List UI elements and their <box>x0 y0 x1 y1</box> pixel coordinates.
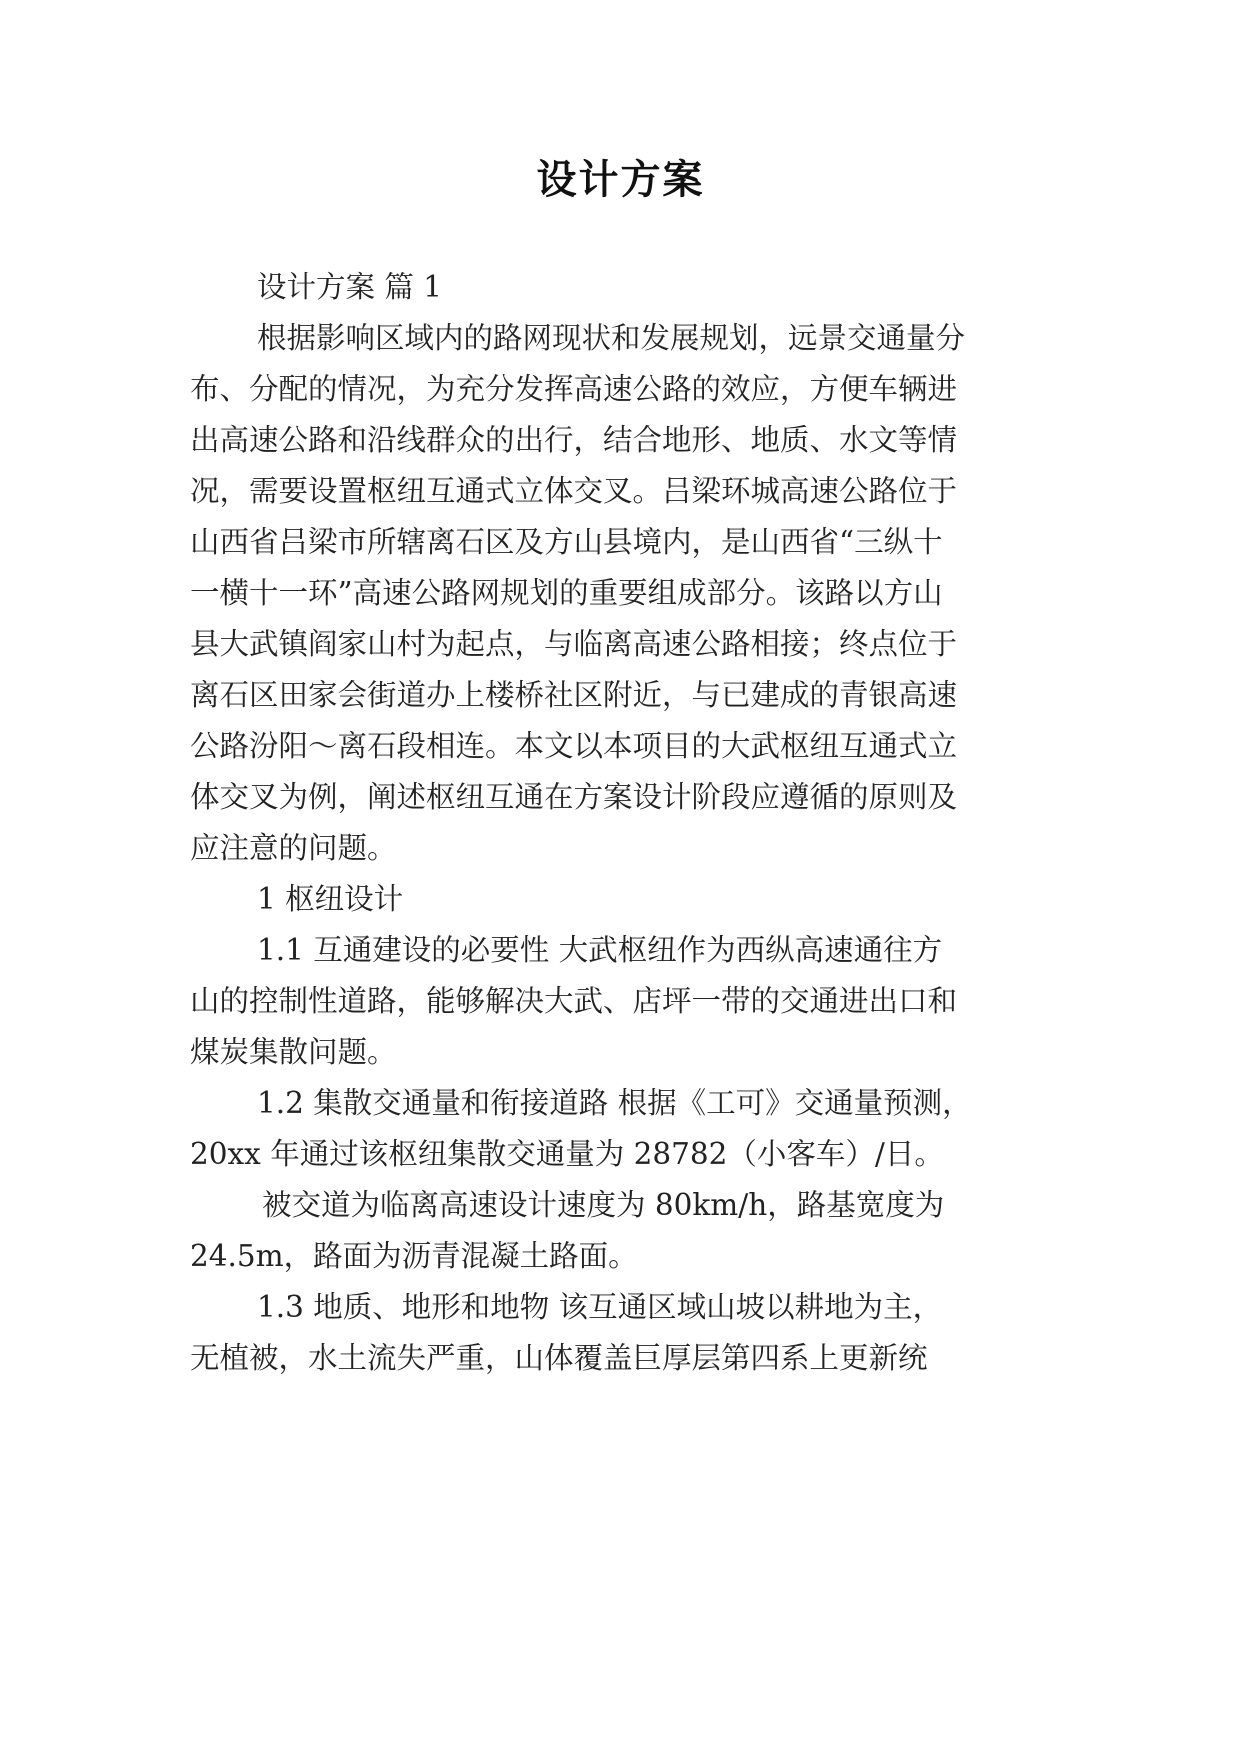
paragraph-line: 公路汾阳～离石段相连。本文以本项目的大武枢纽互通式立 <box>190 729 958 763</box>
paragraph-line: 被交道为临离高速设计速度为 80km/h，路基宽度为 <box>262 1188 945 1222</box>
paragraph-line: 无植被，水土流失严重，山体覆盖巨厚层第四系上更新统 <box>190 1341 928 1375</box>
paragraph-line: 山西省吕梁市所辖离石区及方山县境内，是山西省“三纵十 <box>190 525 943 559</box>
paragraph-line: 煤炭集散问题。 <box>190 1035 397 1069</box>
paragraph-line: 况，需要设置枢纽互通式立体交叉。吕梁环城高速公路位于 <box>190 474 958 508</box>
paragraph-line: 布、分配的情况，为充分发挥高速公路的效应，方便车辆进 <box>190 372 958 406</box>
paragraph-line: 1.3 地质、地形和地物 该互通区域山坡以耕地为主， <box>257 1290 943 1324</box>
paragraph-line: 1.2 集散交通量和衔接道路 根据《工可》交通量预测， <box>257 1086 972 1120</box>
section-heading: 设计方案 篇 1 <box>257 270 443 304</box>
paragraph-line: 1.1 互通建设的必要性 大武枢纽作为西纵高速通往方 <box>257 933 943 967</box>
document-title: 设计方案 <box>536 157 705 203</box>
paragraph-line: 离石区田家会街道办上楼桥社区附近，与已建成的青银高速 <box>190 678 958 712</box>
paragraph-line: 山的控制性道路，能够解决大武、店坪一带的交通进出口和 <box>190 984 958 1018</box>
paragraph-line: 体交叉为例，阐述枢纽互通在方案设计阶段应遵循的原则及 <box>190 780 958 814</box>
paragraph-line: 县大武镇阎家山村为起点，与临离高速公路相接；终点位于 <box>190 627 958 661</box>
paragraph-line: 24.5m，路面为沥青混凝土路面。 <box>190 1239 638 1273</box>
paragraph-line: 一横十一环”高速公路网规划的重要组成部分。该路以方山 <box>190 576 943 610</box>
paragraph-line: 出高速公路和沿线群众的出行，结合地形、地质、水文等情 <box>190 423 958 457</box>
section-heading: 1 枢纽设计 <box>257 882 404 916</box>
paragraph-line: 20xx 年通过该枢纽集散交通量为 28782（小客车）/日。 <box>190 1137 944 1171</box>
paragraph-line: 应注意的问题。 <box>190 831 397 865</box>
paragraph-line: 根据影响区域内的路网现状和发展规划，远景交通量分 <box>257 321 966 355</box>
